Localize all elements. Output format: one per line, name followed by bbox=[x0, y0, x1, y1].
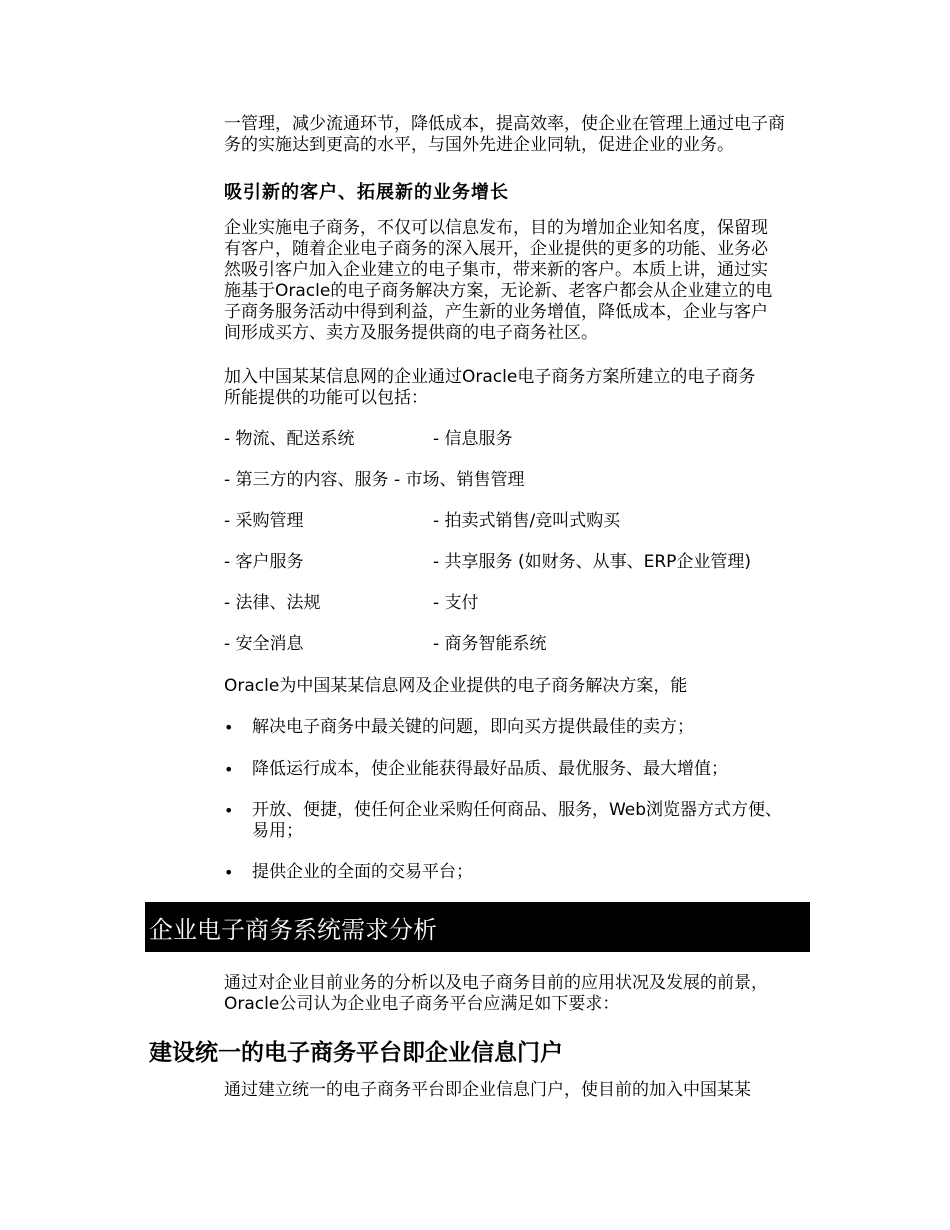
banner-title: 企业电子商务系统需求分析 bbox=[149, 916, 437, 944]
feature-item: - 采购管理 bbox=[224, 511, 304, 531]
text-line: 施基于Oracle的电子商务解决方案，无论新、老客户都会从企业建立的电 bbox=[224, 281, 773, 301]
text-line: 通过对企业目前业务的分析以及电子商务目前的应用状况及发展的前景， bbox=[224, 973, 768, 993]
feature-item: - 拍卖式销售/竞叫式购买 bbox=[433, 511, 621, 531]
feature-item: - 信息服务 bbox=[433, 429, 513, 449]
text-line: 通过建立统一的电子商务平台即企业信息门户，使目前的加入中国某某 bbox=[224, 1080, 751, 1100]
text-line: 有客户，随着企业电子商务的深入展开，企业提供的更多的功能、业务必 bbox=[224, 239, 768, 259]
feature-item: - 共享服务 (如财务、从事、ERP企业管理) bbox=[433, 552, 752, 572]
feature-item: - 商务智能系统 bbox=[433, 634, 547, 654]
bullet-text: 降低运行成本，使企业能获得最好品质、最优服务、最大增值； bbox=[252, 759, 728, 779]
subsection-heading: 建设统一的电子商务平台即企业信息门户 bbox=[149, 1040, 563, 1066]
feature-item: - 安全消息 bbox=[224, 634, 304, 654]
text-line: 加入中国某某信息网的企业通过Oracle电子商务方案所建立的电子商务 bbox=[224, 367, 756, 387]
bullet-text: 解决电子商务中最关键的问题，即向买方提供最佳的卖方； bbox=[252, 717, 694, 737]
text-line: 然吸引客户加入企业建立的电子集市，带来新的客户。本质上讲，通过实 bbox=[224, 260, 768, 280]
bullet-item bbox=[224, 800, 784, 842]
body-paragraph bbox=[224, 367, 812, 409]
text-line: 企业实施电子商务，不仅可以信息发布，目的为增加企业知名度，保留现 bbox=[224, 218, 768, 238]
section-heading: 吸引新的客户、拓展新的业务增长 bbox=[224, 182, 509, 203]
bullet-icon: • bbox=[224, 718, 234, 737]
feature-item: - 物流、配送系统 bbox=[224, 429, 355, 449]
bullet-item bbox=[224, 717, 812, 738]
feature-item: - 客户服务 bbox=[224, 552, 304, 572]
feature-item: - 法律、法规 bbox=[224, 593, 321, 613]
bullet-text: 提供企业的全面的交易平台； bbox=[252, 862, 473, 882]
oracle-intro-line: Oracle为中国某某信息网及企业提供的电子商务解决方案，能 bbox=[224, 676, 688, 696]
bullet-item bbox=[224, 862, 812, 883]
feature-item: - 第三方的内容、服务 - 市场、销售管理 bbox=[224, 470, 525, 490]
bullet-text: 开放、便捷，使任何企业采购任何商品、服务，Web浏览器方式方便、易用； bbox=[252, 800, 783, 841]
body-paragraph bbox=[224, 218, 812, 344]
text-line: 间形成买方、卖方及服务提供商的电子商务社区。 bbox=[224, 323, 598, 343]
text-line: 一管理，减少流通环节，降低成本，提高效率，使企业在管理上通过电子商 bbox=[224, 114, 785, 134]
bullet-icon: • bbox=[224, 801, 234, 820]
section-banner bbox=[145, 902, 810, 952]
body-paragraph bbox=[224, 973, 812, 1015]
intro-paragraph bbox=[224, 114, 812, 156]
bullet-icon: • bbox=[224, 760, 234, 779]
text-line: 务的实施达到更高的水平，与国外先进企业同轨，促进企业的业务。 bbox=[224, 135, 734, 155]
text-line: Oracle公司认为企业电子商务平台应满足如下要求： bbox=[224, 994, 620, 1014]
text-line: 所能提供的功能可以包括： bbox=[224, 388, 428, 408]
bullet-icon: • bbox=[224, 863, 234, 882]
body-paragraph bbox=[224, 1080, 812, 1101]
bullet-item bbox=[224, 759, 812, 780]
feature-item: - 支付 bbox=[433, 593, 479, 613]
text-line: 子商务服务活动中得到利益，产生新的业务增值，降低成本，企业与客户 bbox=[224, 302, 768, 322]
